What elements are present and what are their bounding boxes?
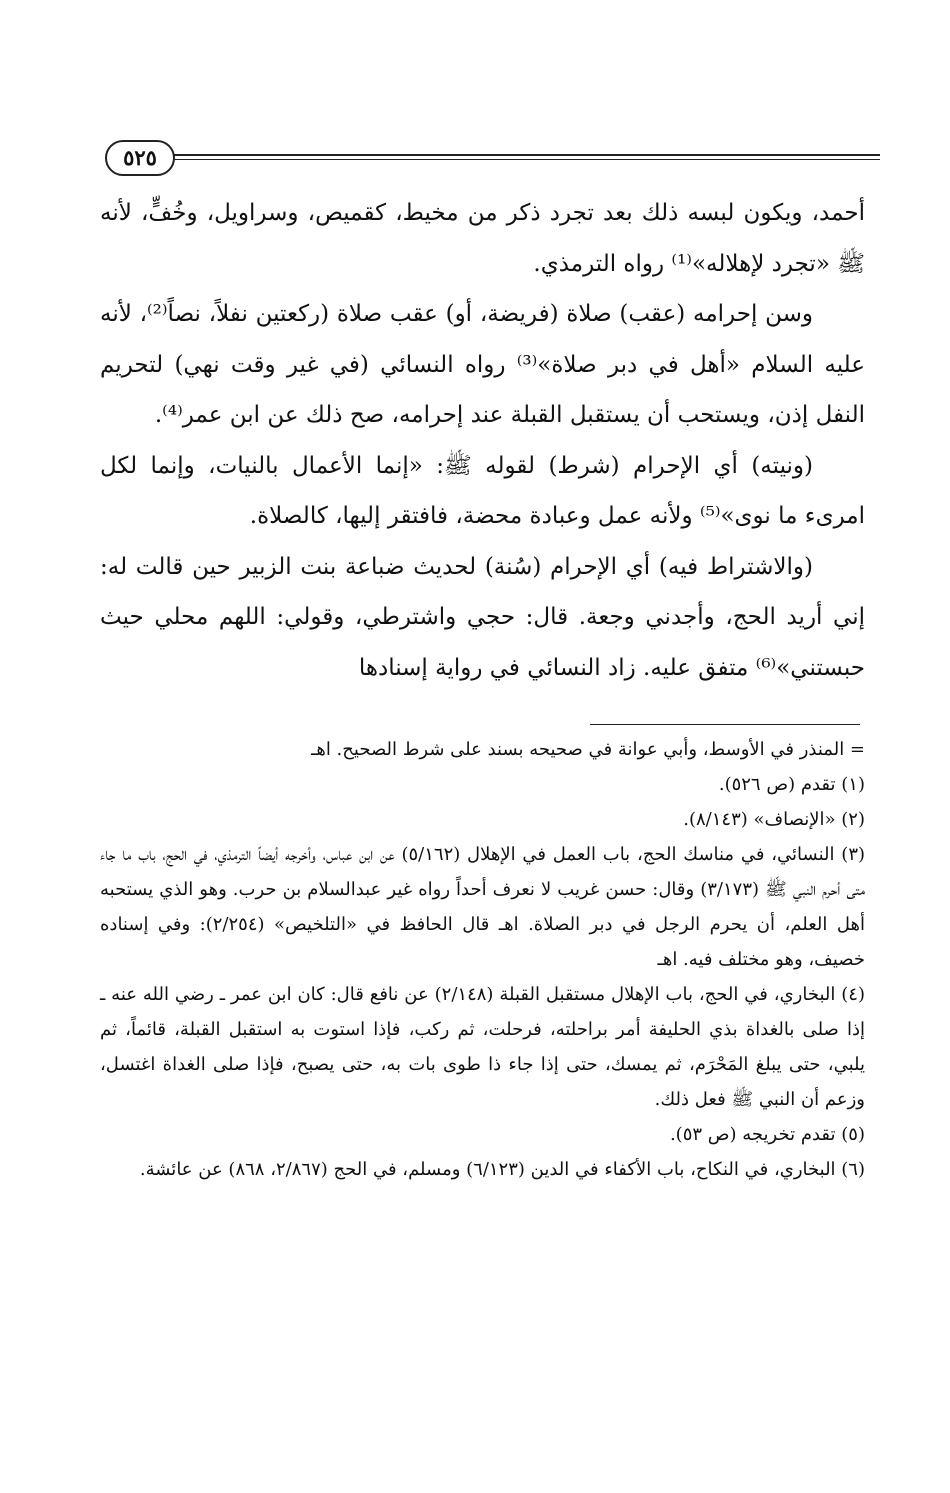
footnote: (٤) البخاري، في الحج، باب الإهلال مستقبل القبلة (٢/١٤٨) عن نافع قال: كان ابن عمر ـ رضي الله عنه ـ إذا صلى بالغداة بذي الحليفة أمر براحلته، فرحلت، ثم ركب، فإذا استوت به استقبل القبلة، قائماً، ثم يلبي، حتى يبلغ المَحْرَم، ثم يمسك، حتى إذا جاء ذا طوى بات به، حتى يصبح، فإذا صلى الغداة اغتسل، وزعم أن النبي ﷺ فعل ذلك. [100,984,865,1110]
page-header [105,140,880,180]
footnote-separator [590,724,860,725]
header-rule [167,154,880,156]
header-rule-thin [167,159,880,160]
body-paragraph: أحمد، ويكون لبسه ذلك بعد تجرد ذكر من مخيط، كقميص، وسراويل، وخُفٍّ، لأنه ﷺ «تجرد لإهلاله»⁽¹⁾ رواه الترمذي. [100,200,865,277]
footnote: (١) تقدم (ص ٥٢٦). [718,774,865,795]
body-paragraph: (ونيته) أي الإحرام (شرط) لقوله ﷺ: «إنما الأعمال بالنيات، وإنما لكل امرىء ما نوى»⁽⁵⁾ ولأنه عمل وعبادة محضة، فافتقر إليها، كالصلاة. [100,452,865,529]
footnote: (٢) «الإنصاف» (٨/١٤٣). [683,809,865,830]
body-paragraph: وسن إحرامه (عقب) صلاة (فريضة، أو) عقب صلاة (ركعتين نفلاً، نصاً⁽²⁾، لأنه عليه السلام «أهل في دبر صلاة»⁽³⁾ رواه النسائي (في غير وقت نهي) لتحريم النفل إذن، ويستحب أن يستقبل القبلة عند إحرامه، صح ذلك عن ابن عمر⁽⁴⁾. [100,301,865,428]
body-paragraph: (والاشتراط فيه) أي الإحرام (سُنة) لحديث ضباعة بنت الزبير حين قالت له: إني أريد الحج، وأجدني وجعة. قال: حجي واشترطي، وقولي: اللهم محلي حيث حبستني»⁽⁶⁾ متفق عليه. زاد النسائي في رواية إسنادها [100,553,866,681]
footnote: (٥) تقدم تخريجه (ص ٥٣). [669,1124,865,1145]
footnote-continuation: = المنذر في الأوسط، وأبي عوانة في صحيحه بسند على شرط الصحيح. اهـ [311,739,865,760]
footnote: (٣) النسائي، في مناسك الحج، باب العمل في الإهلال (٥/١٦٢) عن ابن عباس، وأخرجه أيضاً الترمذي، في الحج، باب ما جاء متى أحرم النبي ﷺ (٣/١٧٣) وقال: حسن غريب لا نعرف أحداً رواه غير عبدالسلام بن حرب. وهو الذي يستحبه أهل العلم، أن يحرم الرجل في دبر الصلاة. اهـ قال الحافظ في «التلخيص» (٢/٢٥٤): وفي إسناده خصيف، وهو مختلف فيه. اهـ [100,844,866,970]
footnotes [100,732,865,1187]
footnote: (٦) البخاري، في النكاح، باب الأكفاء في الدين (٦/١٢٣) ومسلم، في الحج (٢/٨٦٧، ٨٦٨) عن عائشة. [139,1159,865,1180]
main-text [100,188,865,693]
page-number: ٥٢٥ [105,140,175,176]
